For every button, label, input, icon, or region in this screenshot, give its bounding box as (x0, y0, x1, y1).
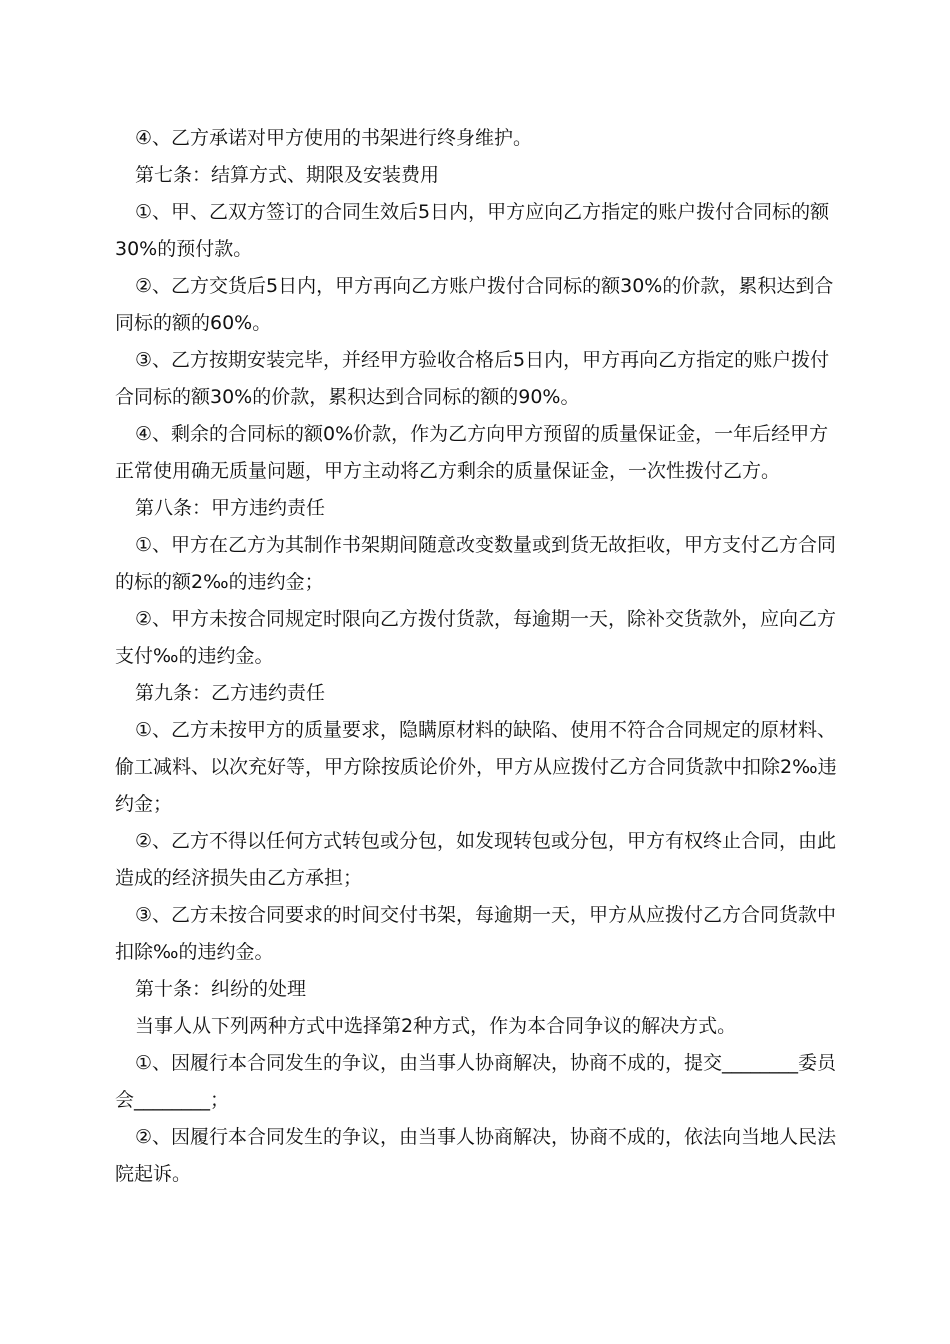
article-8-item-1: ①、甲方在乙方为其制作书架期间随意改变数量或到货无故拒收，甲方支付乙方合同的标的额2‰的违约金； (115, 534, 837, 593)
article-10-heading: 第十条：纠纷的处理 (135, 978, 307, 1000)
article-7-heading: 第七条：结算方式、期限及安装费用 (135, 164, 440, 186)
article-7-item-4: ④、剩余的合同标的额0%价款，作为乙方向甲方预留的质量保证金，一年后经甲方正常使用确无质量问题，甲方主动将乙方剩余的质量保证金，一次性拨付乙方。 (115, 423, 829, 482)
article-7-item-3: ③、乙方按期安装完毕，并经甲方验收合格后5日内，甲方再向乙方指定的账户拨付合同标的额30%的价款，累积达到合同标的额的90%。 (115, 349, 830, 408)
article-9-item-1: ①、乙方未按甲方的质量要求，隐瞒原材料的缺陷、使用不符合合同规定的原材料、偷工减料、以次充好等，甲方除按质论价外，甲方从应拨付乙方合同货款中扣除2‰违约金； (115, 719, 837, 815)
article-10-item-1: ①、因履行本合同发生的争议，由当事人协商解决，协商不成的，提交________委员会________； (115, 1052, 837, 1111)
article-10-intro: 当事人从下列两种方式中选择第2种方式，作为本合同争议的解决方式。 (135, 1015, 737, 1037)
document-body (115, 120, 837, 1193)
article-8-heading: 第八条：甲方违约责任 (135, 497, 326, 519)
article-9-item-3: ③、乙方未按合同要求的时间交付书架，每逾期一天，甲方从应拨付乙方合同货款中扣除‰的违约金。 (115, 904, 837, 963)
article-9-heading: 第九条：乙方违约责任 (135, 682, 326, 704)
article-7-item-2: ②、乙方交货后5日内，甲方再向乙方账户拨付合同标的额30%的价款，累积达到合同标的额的60%。 (115, 275, 834, 334)
article-10-item-2: ②、因履行本合同发生的争议，由当事人协商解决，协商不成的，依法向当地人民法院起诉。 (115, 1126, 837, 1185)
clause-6-item-4: ④、乙方承诺对甲方使用的书架进行终身维护。 (135, 127, 533, 149)
article-8-item-2: ②、甲方未按合同规定时限向乙方拨付货款，每逾期一天，除补交货款外，应向乙方支付‰的违约金。 (115, 608, 837, 667)
article-9-item-2: ②、乙方不得以任何方式转包或分包，如发现转包或分包，甲方有权终止合同，由此造成的经济损失由乙方承担； (115, 830, 837, 889)
article-7-item-1: ①、甲、乙双方签订的合同生效后5日内，甲方应向乙方指定的账户拨付合同标的额30%的预付款。 (115, 201, 830, 260)
